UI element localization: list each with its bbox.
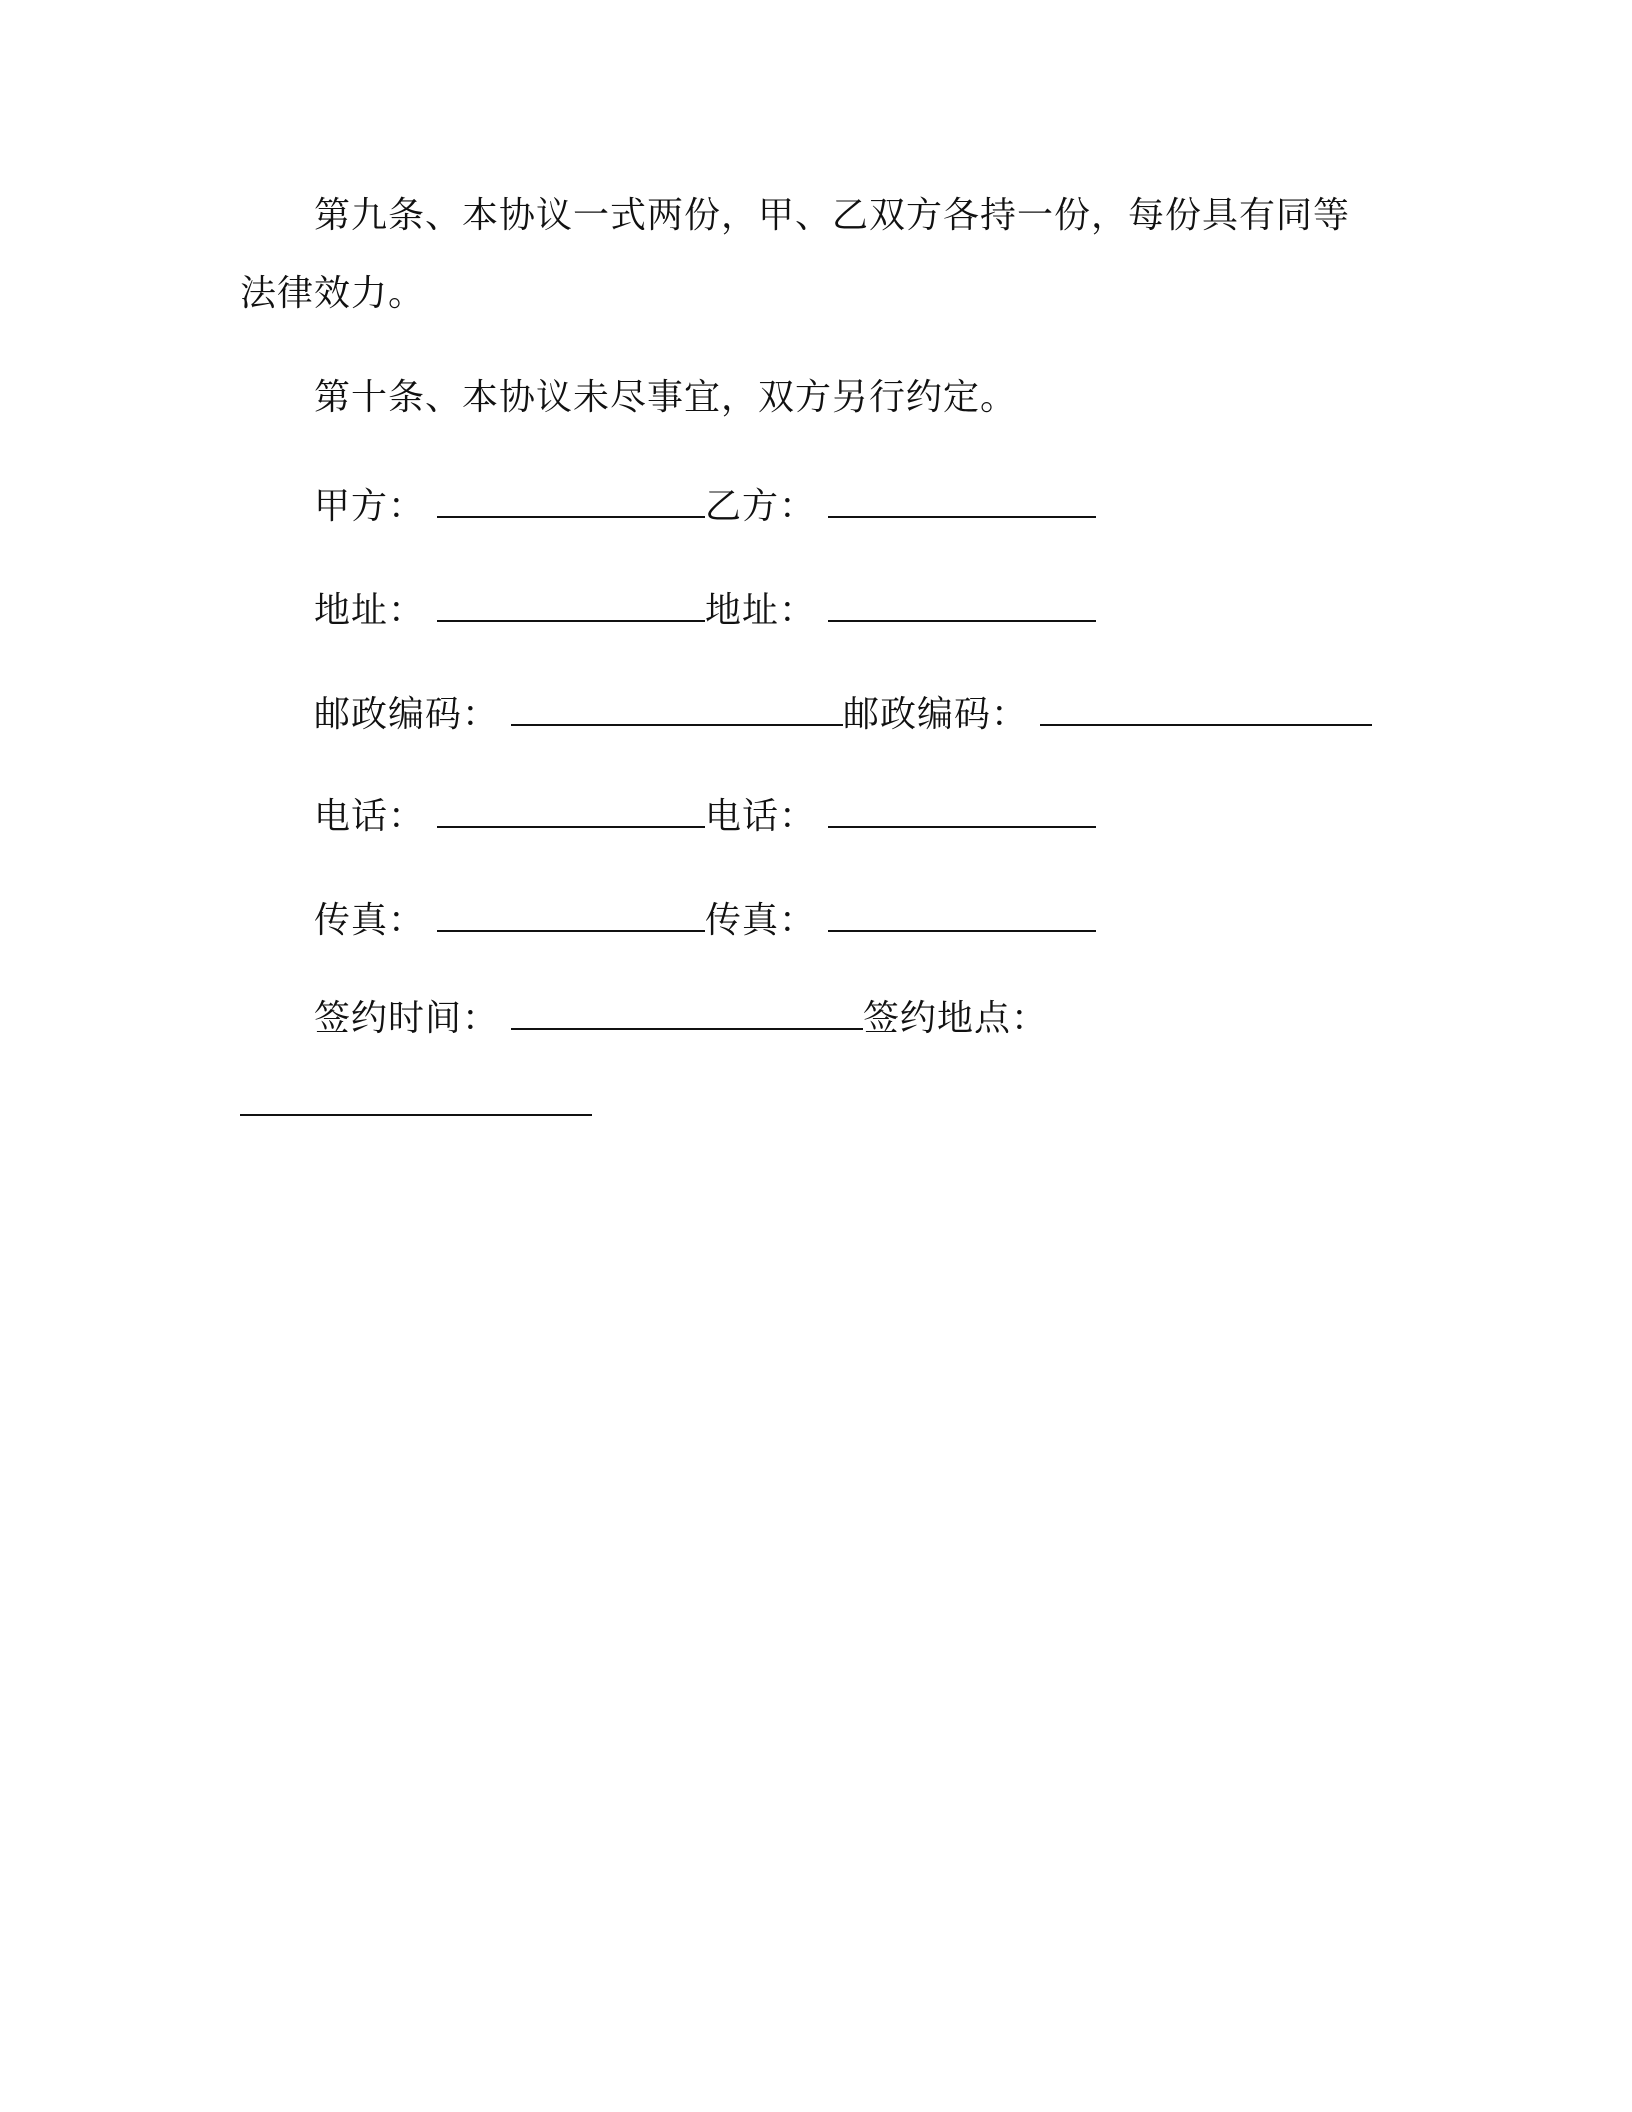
sign-place-blank[interactable] — [240, 1080, 592, 1116]
address-b-blank[interactable] — [828, 586, 1096, 622]
article-10: 第十条、本协议未尽事宜，双方另行约定。 — [314, 377, 1018, 418]
address-b-label: 地址： — [705, 590, 817, 631]
article-9-line-2: 法律效力。 — [240, 273, 426, 314]
sign-place-row — [240, 1080, 592, 1129]
party-b-label: 乙方： — [705, 486, 817, 527]
party-b-blank[interactable] — [828, 482, 1096, 518]
article-9-line-1: 第九条、本协议一式两份，甲、乙双方各持一份，每份具有同等 — [314, 195, 1351, 236]
postcode-row — [314, 690, 1372, 739]
fax-a-label: 传真： — [314, 900, 426, 941]
party-a-label: 甲方： — [314, 486, 426, 527]
phone-row — [314, 792, 1096, 841]
sign-time-blank[interactable] — [511, 994, 863, 1030]
postcode-b-blank[interactable] — [1040, 690, 1372, 726]
phone-a-blank[interactable] — [437, 792, 705, 828]
phone-b-blank[interactable] — [828, 792, 1096, 828]
sign-place-label: 签约地点： — [863, 998, 1049, 1039]
phone-a-label: 电话： — [314, 796, 426, 837]
postcode-b-label: 邮政编码： — [843, 694, 1029, 735]
fax-a-blank[interactable] — [437, 896, 705, 932]
postcode-a-blank[interactable] — [511, 690, 843, 726]
party-a-blank[interactable] — [437, 482, 705, 518]
address-row — [314, 586, 1096, 635]
sign-time-label: 签约时间： — [314, 998, 500, 1039]
phone-b-label: 电话： — [705, 796, 817, 837]
fax-b-blank[interactable] — [828, 896, 1096, 932]
signing-row — [314, 994, 1048, 1043]
address-a-blank[interactable] — [437, 586, 705, 622]
fax-b-label: 传真： — [705, 900, 817, 941]
address-a-label: 地址： — [314, 590, 426, 631]
party-row — [314, 482, 1096, 531]
postcode-a-label: 邮政编码： — [314, 694, 500, 735]
fax-row — [314, 896, 1096, 945]
